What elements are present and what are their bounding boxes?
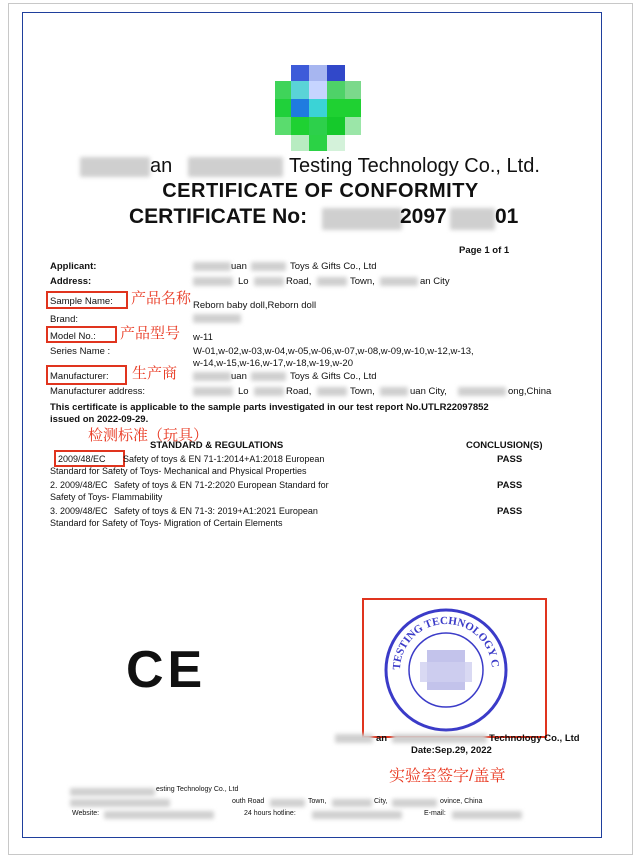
applicant-value: Toys & Gifts Co., Ltd	[290, 261, 377, 272]
annotation-product-name: 产品名称	[131, 290, 192, 307]
annotation-lab-sign: 实验室签字/盖章	[389, 768, 506, 785]
ce-mark: CE	[126, 641, 207, 699]
conclusion-header: CONCLUSION(S)	[466, 440, 543, 451]
redacted-block	[188, 157, 283, 177]
redacted-block	[332, 799, 372, 807]
brand-label: Brand:	[50, 314, 78, 325]
standard-desc: Safety of toys & EN 71-1:2014+A1:2018 European	[123, 454, 325, 464]
redacted-block	[80, 157, 150, 177]
redacted-block	[193, 262, 231, 271]
page-indicator: Page 1 of 1	[459, 245, 510, 256]
standard-code: 3. 2009/48/EC	[50, 506, 108, 516]
applicant-label: Applicant:	[50, 261, 97, 272]
manufacturer-value: uan	[231, 371, 247, 382]
svg-text:TESTING TECHNOLOGY CO.: TESTING TECHNOLOGY C	[390, 614, 502, 671]
standard-result: PASS	[497, 506, 523, 517]
certificate-title: CERTIFICATE OF CONFORMITY	[162, 180, 479, 202]
redacted-block	[70, 788, 155, 796]
footer-address: outh Road	[232, 798, 265, 805]
standard-code: 2. 2009/48/EC	[50, 480, 108, 490]
redacted-block	[458, 387, 506, 396]
footer-address: City,	[374, 798, 388, 805]
redacted-block	[335, 734, 373, 743]
redacted-block	[193, 372, 231, 381]
series-value: w-14,w-15,w-16,w-17,w-18,w-19,w-20	[193, 358, 353, 369]
standard-desc: Safety of toys & EN 71-2:2020 European Standard for	[114, 480, 329, 490]
footer-hotline-label: 24 hours hotline:	[244, 810, 296, 817]
manufacturer-address-value: uan City,	[410, 386, 447, 397]
model-value: w-11	[193, 332, 213, 343]
standard-desc: Safety of Toys- Flammability	[50, 492, 163, 502]
footer-email-label: E-mail:	[424, 810, 446, 817]
manufacturer-address-value: Lo	[238, 386, 249, 397]
redacted-block	[251, 372, 286, 381]
address-value: Road,	[286, 276, 312, 287]
address-value: Town,	[350, 276, 375, 287]
footer-company: esting Technology Co., Ltd	[156, 786, 239, 793]
signature-company-fragment: an	[376, 733, 388, 744]
redacted-block	[251, 262, 286, 271]
annotation-manufacturer: 生产商	[132, 365, 178, 382]
redacted-block	[270, 799, 305, 807]
manufacturer-value: Toys & Gifts Co., Ltd	[290, 371, 377, 382]
redacted-block	[380, 277, 418, 286]
redacted-block	[317, 387, 347, 396]
redacted-block	[380, 387, 408, 396]
certificate-number-fragment: 2097	[400, 205, 447, 228]
standard-code: 2009/48/EC	[58, 454, 106, 464]
redacted-block	[104, 811, 214, 819]
footer-address: Town,	[308, 798, 327, 805]
redacted-block	[254, 277, 284, 286]
manufacturer-address-value: Town,	[350, 386, 375, 397]
redacted-block	[322, 208, 402, 230]
redacted-block	[70, 799, 170, 807]
signature-date: Date:Sep.29, 2022	[411, 745, 492, 756]
address-label: Address:	[50, 276, 92, 287]
annotation-product-model: 产品型号	[120, 325, 181, 342]
applicant-value: uan	[231, 261, 247, 272]
redacted-block	[392, 799, 437, 807]
standard-result: PASS	[497, 454, 523, 465]
series-value: W-01,w-02,w-03,w-04,w-05,w-06,w-07,w-08,w-09,w-10,w-12,w-13,	[193, 346, 474, 357]
address-value: an City	[420, 276, 450, 287]
lab-stamp	[382, 606, 510, 734]
address-value: Lo	[238, 276, 249, 287]
signature-company: Technology Co., Ltd	[489, 733, 580, 744]
redacted-block	[392, 734, 487, 743]
model-label: Model No.:	[50, 331, 96, 342]
applicability-statement-date: issued on 2022-09-29.	[50, 414, 149, 425]
series-label: Series Name :	[50, 346, 111, 357]
redacted-block	[312, 811, 402, 819]
redacted-block	[452, 811, 522, 819]
standard-desc: Safety of toys & EN 71-3: 2019+A1:2021 European	[114, 506, 318, 516]
manufacturer-address-value: Road,	[286, 386, 312, 397]
standards-header: STANDARD & REGULATIONS	[150, 440, 284, 451]
footer-website-label: Website:	[72, 810, 100, 817]
footer-address: ovince, China	[440, 798, 483, 805]
redacted-block	[450, 208, 495, 230]
manufacturer-label: Manufacturer:	[50, 371, 109, 382]
redacted-block	[317, 277, 347, 286]
standard-result: PASS	[497, 480, 523, 491]
manufacturer-address-value: ong,China	[508, 386, 552, 397]
company-name-fragment: an	[150, 155, 173, 177]
certificate-number-fragment: 01	[495, 205, 519, 228]
company-logo	[273, 63, 365, 155]
redacted-block	[254, 387, 284, 396]
redacted-block	[193, 277, 233, 286]
certificate-number-label: CERTIFICATE No:	[129, 205, 308, 228]
sample-name-label: Sample Name:	[50, 296, 113, 307]
company-name: Testing Technology Co., Ltd.	[289, 155, 540, 177]
redacted-block	[193, 314, 241, 323]
standard-desc: Standard for Safety of Toys- Mechanical and Physical Properties	[50, 466, 307, 476]
standard-desc: Standard for Safety of Toys- Migration of Certain Elements	[50, 518, 283, 528]
applicability-statement: This certificate is applicable to the sample parts investigated in our test report No.UTLR22097852	[50, 402, 489, 413]
redacted-block	[193, 387, 233, 396]
annotation-standard: 检测标准（玩具）	[88, 427, 209, 444]
sample-name-value: Reborn baby doll,Reborn doll	[193, 300, 317, 311]
manufacturer-address-label: Manufacturer address:	[50, 386, 146, 397]
